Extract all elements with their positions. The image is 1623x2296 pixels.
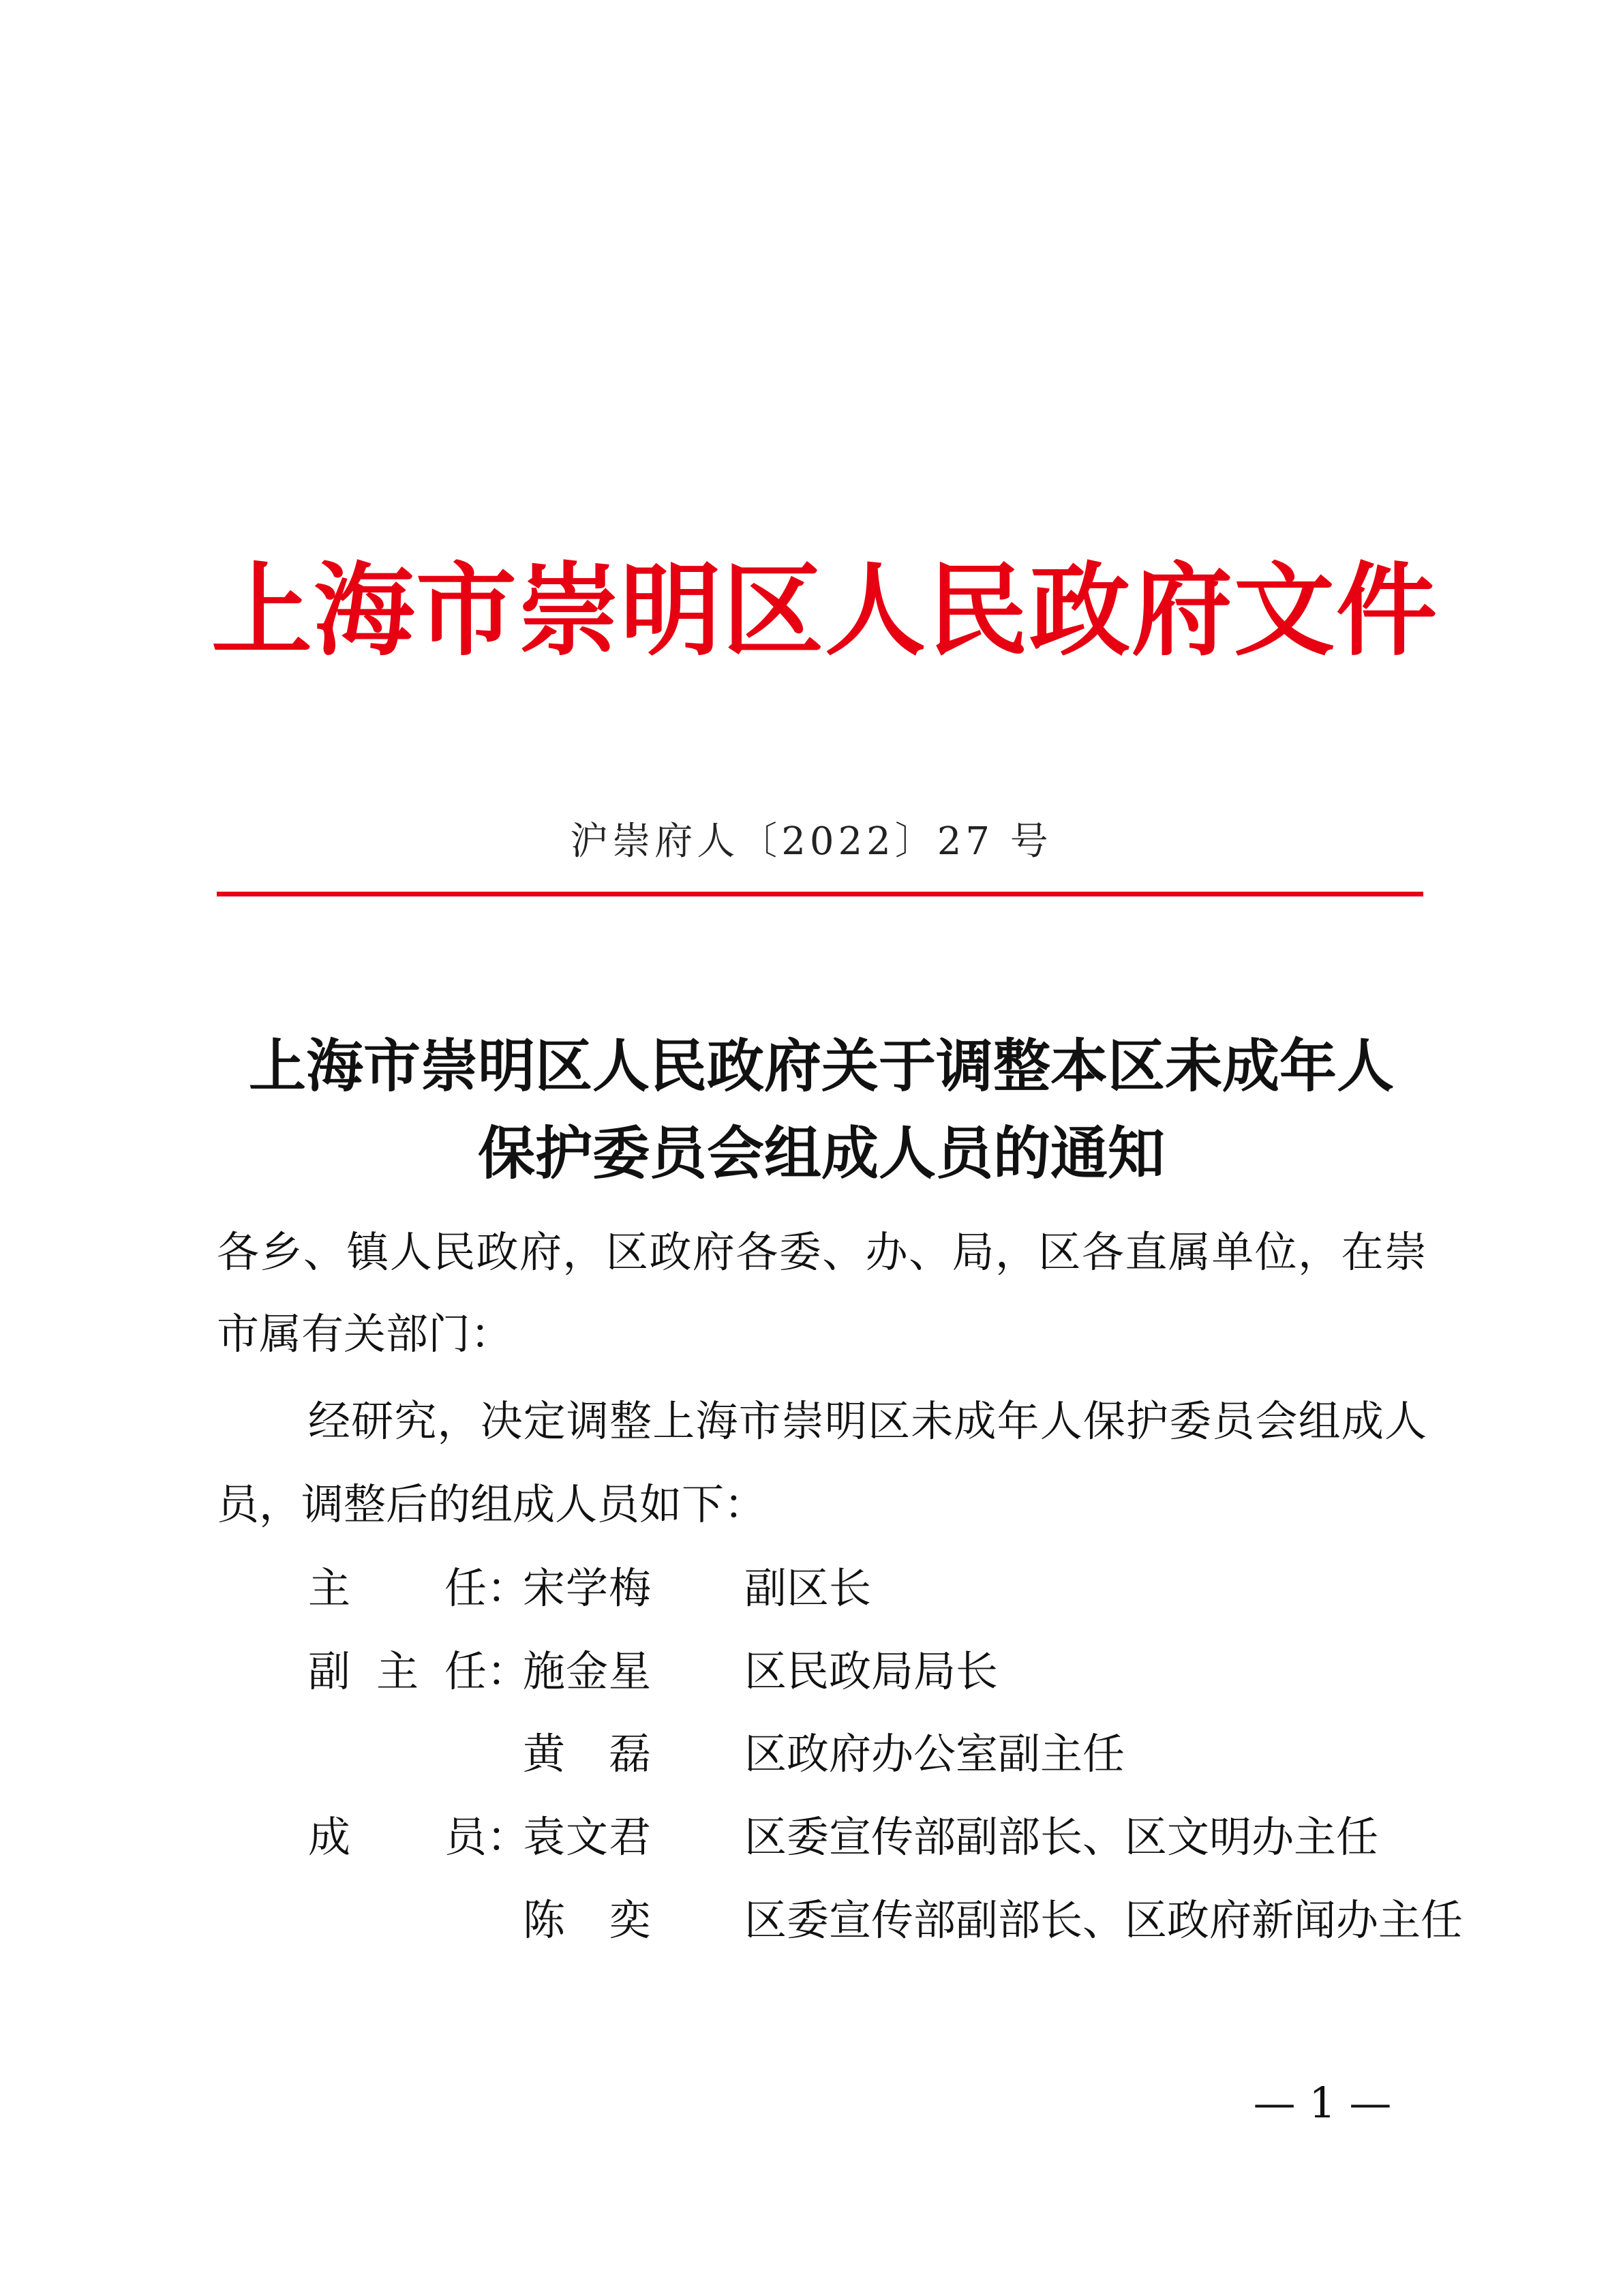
member-post: 区委宣传部副部长、区政府新闻办主任 [744, 1895, 1463, 1945]
member-role: 成员 [308, 1812, 487, 1862]
addressee-line: 市属有关部门： [217, 1309, 513, 1359]
red-separator-line [217, 892, 1423, 896]
member-post: 区委宣传部副部长、区文明办主任 [744, 1812, 1379, 1862]
notice-title [211, 1023, 1431, 1197]
masthead-title: 上海市崇明区人民政府文件 [211, 551, 1438, 669]
member-row [308, 1890, 1463, 1951]
member-colon: ： [487, 1563, 530, 1613]
member-colon: ： [487, 1646, 530, 1696]
member-name: 黄磊 [523, 1729, 651, 1779]
member-post: 副区长 [744, 1563, 872, 1613]
member-role: 主任 [308, 1563, 487, 1613]
member-row [308, 1807, 1426, 1868]
member-row [308, 1558, 1426, 1619]
member-name: 袁文君 [523, 1812, 651, 1862]
body-paragraph-line: 员，调整后的组成人员如下： [217, 1479, 767, 1529]
member-role: 副主任 [308, 1646, 487, 1696]
document-number: 沪崇府人〔2022〕27 号 [570, 819, 1052, 864]
member-name: 陈奕 [523, 1895, 651, 1945]
notice-title-line: 上海市崇明区人民政府关于调整本区未成年人 [248, 1032, 1394, 1100]
notice-title-line: 保护委员会组成人员的通知 [477, 1119, 1165, 1187]
member-row [308, 1641, 1426, 1702]
body-paragraph-line: 经研究，决定调整上海市崇明区未成年人保护委员会组成人 [308, 1396, 1427, 1446]
member-name: 施金星 [523, 1646, 651, 1696]
member-row [308, 1723, 1426, 1785]
page-number: — 1 — [1253, 2078, 1392, 2128]
addressee-line: 各乡、镇人民政府，区政府各委、办、局，区各直属单位，在崇 [217, 1227, 1427, 1277]
member-name: 宋学梅 [523, 1563, 651, 1613]
member-post: 区民政局局长 [744, 1646, 999, 1696]
member-colon: ： [487, 1812, 530, 1862]
member-post: 区政府办公室副主任 [744, 1729, 1125, 1779]
